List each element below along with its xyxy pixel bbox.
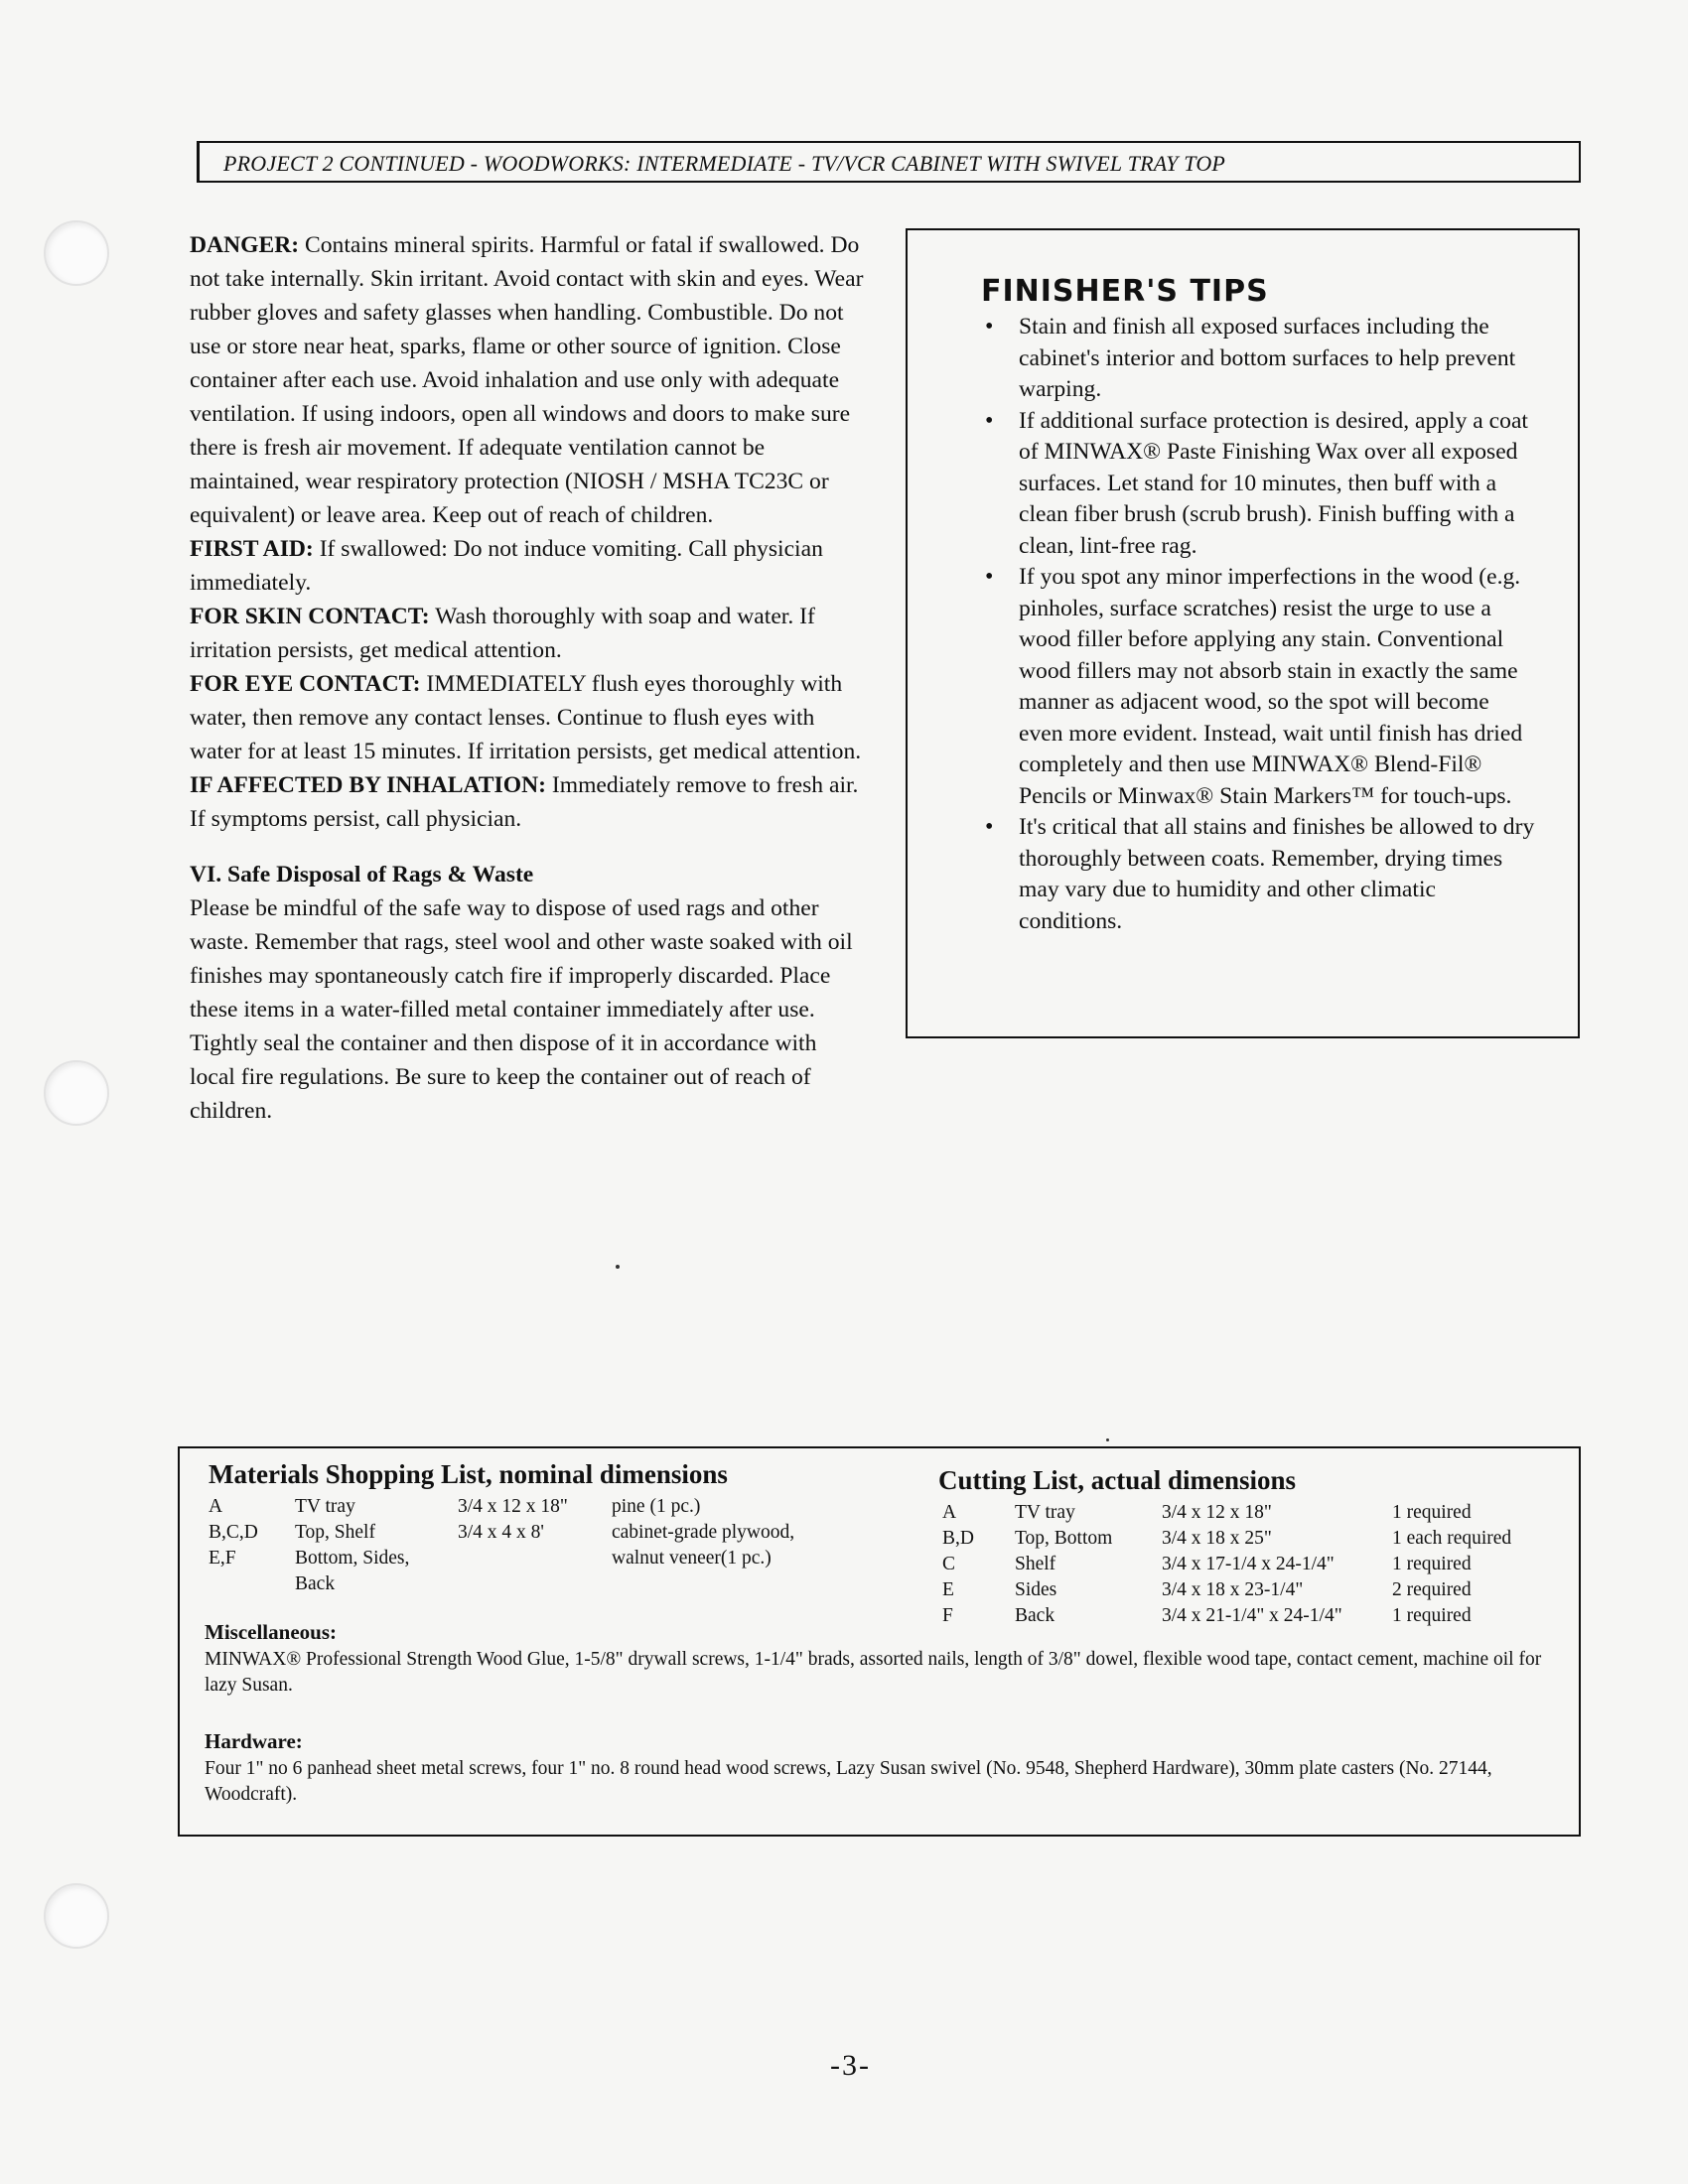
hardware-text: Four 1" no 6 panhead sheet metal screws, four 1" no. 8 round head wood screws, Lazy Susan swivel (No. 9548, Shepherd Hardware), 30mm plate casters (No. 27144, Woodcraft). [205, 1758, 1492, 1805]
page-number: -3- [830, 2049, 871, 2082]
cell-part: Sides [1015, 1579, 1057, 1600]
tips-list [979, 312, 1535, 937]
cell-size: 3/4 x 17-1/4 x 24-1/4" [1162, 1554, 1335, 1574]
cell-code: A [942, 1502, 957, 1523]
danger-text: Contains mineral spirits. Harmful or fatal if swallowed. Do not take internally. Skin irritant. Avoid contact with skin and eyes. Wear rubber gloves and safety glasses when handling. Combustible. Do not use or store near heat, sparks, flame or other source of ignition. Close container after each use. Avoid inhalation and use only with adequate ventilation. If using indoors, open all windows and doors to make sure there is fresh air movement. If adequate ventilation cannot be maintained, wear respiratory protection (NIOSH / MSHA TC23C or equivalent) or leave area. Keep out of reach of children. [190, 232, 864, 528]
cell-qty: 1 required [1392, 1502, 1472, 1523]
finishers-tips-box [906, 228, 1580, 1038]
safety-column [190, 228, 865, 1128]
cell-part: Back [295, 1573, 336, 1594]
materials-box [178, 1446, 1581, 1837]
misc-heading: Miscellaneous: [205, 1620, 337, 1644]
cell-part: Shelf [1015, 1554, 1056, 1574]
cell-part: Back [1015, 1605, 1055, 1626]
cell-qty: 2 required [1392, 1579, 1472, 1600]
eye-contact-text: IMMEDIATELY flush eyes thoroughly with water, then remove any contact lenses. Continue to flush eyes with water for at least 15 minutes. If irritation persists, get medical attention. [190, 671, 862, 764]
cell-qty: 1 each required [1392, 1528, 1512, 1549]
cell-code: B,C,D [209, 1522, 258, 1543]
cell-size: 3/4 x 18 x 23-1/4" [1162, 1579, 1304, 1600]
tip-item: • If you spot any minor imperfections in the wood (e.g. pinholes, surface scratches) resist the urge to use a wood filler before applying any stain. Conventional wood fillers may not absorb stain in exactly the same manner as adjacent wood, so the spot will become even more evident. Instead, wait until finish has dried completely and then use MINWAX® Blend-Fil® Pencils or Minwax® Stain Markers™ for touch-ups. [979, 562, 1535, 812]
cell-part: TV tray [295, 1496, 355, 1517]
danger-paragraph [190, 228, 865, 532]
danger-label: DANGER: [190, 232, 300, 258]
skin-contact-label: FOR SKIN CONTACT: [190, 604, 430, 629]
disposal-text: Please be mindful of the safe way to dispose of used rags and other waste. Remember that rags, steel wool and other waste soaked with oil finishes may spontaneously catch fire if improperly discarded. Place these items in a water-filled metal container immediately after use. Tightly seal the container and then dispose of it in accordance with local fire regulations. Be sure to keep the container out of reach of children. [190, 895, 853, 1124]
cell-material: walnut veneer(1 pc.) [612, 1548, 772, 1569]
cell-size: 3/4 x 12 x 18" [1162, 1502, 1272, 1523]
inhalation-text: Immediately remove to fresh air. If symptoms persist, call physician. [190, 772, 859, 832]
header-title: PROJECT 2 CONTINUED - WOODWORKS: INTERMEDIATE - TV/VCR CABINET WITH SWIVEL TRAY TOP [223, 151, 1226, 176]
cell-size: 3/4 x 4 x 8' [458, 1522, 544, 1543]
punch-hole-bottom [44, 1883, 109, 1949]
skin-contact-text: Wash thoroughly with soap and water. If irritation persists, get medical attention. [190, 604, 815, 663]
speck [616, 1265, 620, 1269]
misc-text: MINWAX® Professional Strength Wood Glue, 1-5/8" drywall screws, 1-1/4" brads, assorted nails, length of 3/8" dowel, flexible wood tape, contact cement, machine oil for lazy Susan. [205, 1649, 1542, 1696]
tips-title: FINISHER'S TIPS [981, 274, 1269, 309]
cell-qty: 1 required [1392, 1605, 1472, 1626]
cell-code: A [209, 1496, 223, 1517]
cell-code: E [942, 1579, 954, 1600]
speck [1106, 1438, 1109, 1441]
punch-hole-middle [44, 1060, 109, 1126]
cell-part: Top, Shelf [295, 1522, 375, 1543]
hardware-heading: Hardware: [205, 1729, 303, 1753]
tip-item: • It's critical that all stains and finishes be allowed to dry thoroughly between coats. Remember, drying times may vary due to humidity and other climatic conditions. [979, 812, 1535, 937]
cell-material: cabinet-grade plywood, [612, 1522, 795, 1543]
first-aid-text: If swallowed: Do not induce vomiting. Call physician immediately. [190, 536, 823, 596]
cell-part: Top, Bottom [1015, 1528, 1113, 1549]
first-aid-label: FIRST AID: [190, 536, 314, 562]
cell-qty: 1 required [1392, 1554, 1472, 1574]
cell-size: 3/4 x 21-1/4" x 24-1/4" [1162, 1605, 1342, 1626]
inhalation-label: IF AFFECTED BY INHALATION: [190, 772, 546, 798]
cell-part: Bottom, Sides, [295, 1548, 410, 1569]
cutting-title: Cutting List, actual dimensions [938, 1465, 1297, 1495]
cell-size: 3/4 x 12 x 18" [458, 1496, 568, 1517]
tip-item: • Stain and finish all exposed surfaces including the cabinet's interior and bottom surfaces to help prevent warping. [979, 312, 1535, 406]
cell-material: pine (1 pc.) [612, 1496, 701, 1517]
tip-item: • If additional surface protection is desired, apply a coat of MINWAX® Paste Finishing Wax over all exposed surfaces. Let stand for 10 minutes, then buff with a clean fiber brush (scrub brush). Finish buffing with a clean, lint-free rag. [979, 406, 1535, 563]
first-aid-paragraph [190, 532, 865, 600]
inhalation-paragraph [190, 768, 865, 836]
cell-code: B,D [942, 1528, 974, 1549]
eye-contact-label: FOR EYE CONTACT: [190, 671, 421, 697]
skin-contact-paragraph [190, 600, 865, 667]
page-header [197, 141, 1581, 183]
cell-code: E,F [209, 1548, 236, 1569]
cell-code: C [942, 1554, 956, 1574]
eye-contact-paragraph [190, 667, 865, 768]
cell-part: TV tray [1015, 1502, 1075, 1523]
cell-size: 3/4 x 18 x 25" [1162, 1528, 1272, 1549]
disposal-heading: VI. Safe Disposal of Rags & Waste [190, 862, 534, 887]
materials-title: Materials Shopping List, nominal dimensions [209, 1459, 728, 1489]
punch-hole-top [44, 220, 109, 286]
cell-code: F [942, 1605, 953, 1626]
